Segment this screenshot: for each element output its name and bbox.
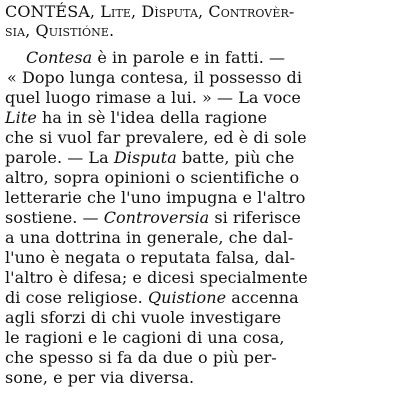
entry-heading-line-1 bbox=[5, 2, 401, 21]
lemma-word: Lite bbox=[5, 108, 37, 127]
lemma-word: Controversia bbox=[103, 208, 210, 227]
entry-heading bbox=[5, 2, 401, 40]
body-line-15: le ragioni e le cagioni di una cosa, bbox=[5, 328, 285, 347]
lemma-word: Contesa bbox=[26, 48, 93, 67]
body-line-8: letterarie che l'uno impugna e l'altro bbox=[5, 188, 306, 207]
body-line-17: sone, e per via diversa. bbox=[5, 368, 195, 387]
body-line-4: Lite ha in sè l'idea della ragione bbox=[5, 108, 268, 127]
body-line-13: di cose religiose. Quistione accenna bbox=[5, 288, 299, 307]
body-line-3: quel luogo rimase a lui. » — La voce bbox=[5, 88, 301, 107]
body-line-7: altro, sopra opinioni o scientifiche o bbox=[5, 168, 300, 187]
body-line-14: agli sforzi di chi vuole investigare bbox=[5, 308, 282, 327]
body-line-12: l'altro è difesa; e dicesi specialmente bbox=[5, 268, 308, 287]
body-line-9: sostiene. — Controversia si riferisce bbox=[5, 208, 301, 227]
lemma-word: Disputa bbox=[113, 148, 177, 167]
lemma-word: Quistione bbox=[147, 288, 227, 307]
entry-heading-line-2: sia, Quistióne. bbox=[5, 21, 115, 40]
body-line-11: l'uno è negata o reputata falsa, dal- bbox=[5, 248, 296, 267]
entry-synonyms: Lite, Dìsputa, Controvèr- bbox=[95, 2, 295, 21]
body-line-1: Contesa è in parole e in fatti. — bbox=[26, 48, 286, 67]
body-line-16: che spesso si fa da due o più per- bbox=[5, 348, 277, 367]
entry-lemma: CONTÉSA, bbox=[5, 2, 96, 21]
body-line-6: parole. — La Disputa batte, più che bbox=[5, 148, 295, 167]
body-line-5: che si vuol far prevalere, ed è di sole bbox=[5, 128, 307, 147]
body-line-10: a una dottrina in generale, che dal- bbox=[5, 228, 294, 247]
body-line-2: « Dopo lunga contesa, il possesso di bbox=[7, 68, 302, 87]
